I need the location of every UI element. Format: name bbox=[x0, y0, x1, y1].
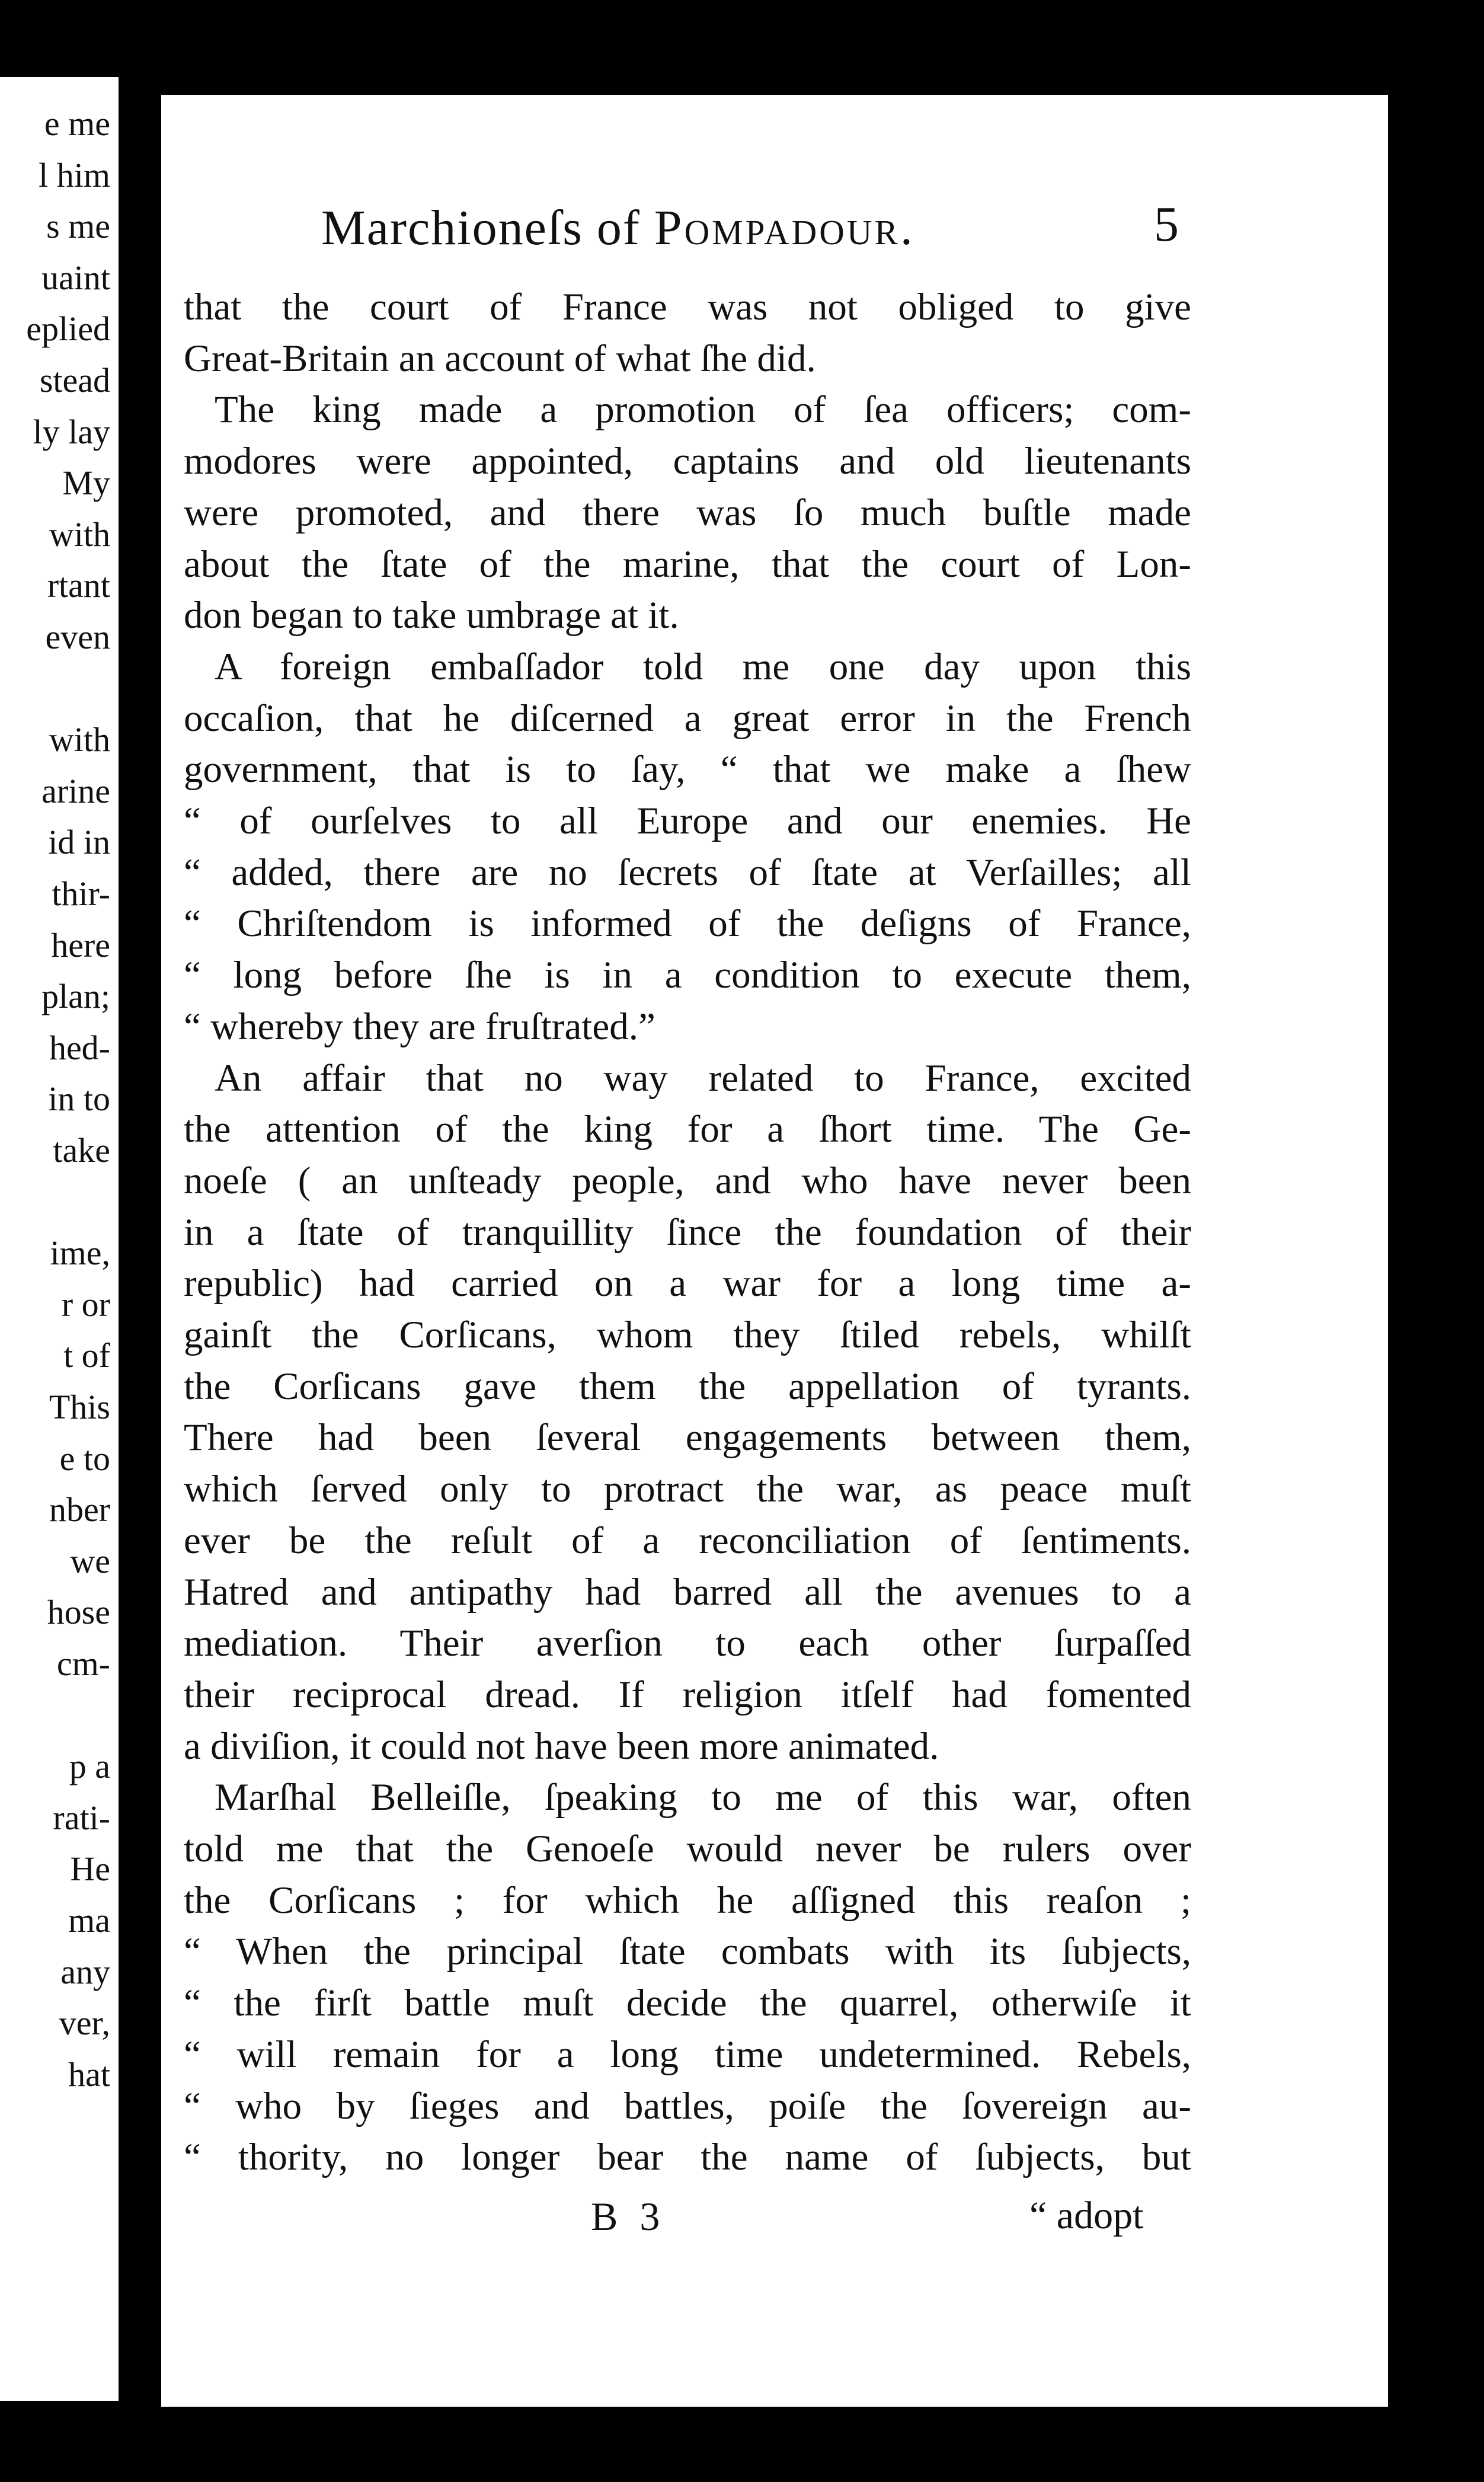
text-line: in a ſtate of tranquillity ſince the foundation of their bbox=[184, 1210, 1191, 1254]
previous-page-line: with bbox=[49, 720, 110, 759]
text-line: An affair that no way related to France, excited bbox=[215, 1056, 1191, 1100]
text-line: the Corſicans ; for which he aſſigned this reaſon ; bbox=[184, 1879, 1191, 1922]
previous-page-line: ime, bbox=[50, 1234, 110, 1273]
text-line: The king made a promotion of ſea officers; com- bbox=[215, 388, 1191, 432]
previous-page-line: l him bbox=[39, 155, 110, 194]
previous-page-line: p a bbox=[69, 1747, 110, 1786]
running-head-prefix: Marchioneſs of bbox=[321, 200, 654, 255]
text-line: Great-Britain an account of what ſhe did. bbox=[184, 337, 816, 380]
text-line: a diviſion, it could not have been more animated. bbox=[184, 1724, 939, 1768]
text-line: There had been ſeveral engagements between them, bbox=[184, 1416, 1191, 1459]
text-line: “ will remain for a long time undetermined. Rebels, bbox=[184, 2033, 1191, 2076]
page-number: 5 bbox=[1154, 197, 1179, 252]
text-line: which ſerved only to protract the war, as peace muſt bbox=[184, 1468, 1191, 1511]
text-line: “ whereby they are fruſtrated.” bbox=[184, 1005, 655, 1048]
running-head-name: Pompadour. bbox=[654, 200, 915, 255]
text-line: the attention of the king for a ſhort time. The Ge- bbox=[184, 1108, 1191, 1151]
previous-page-line: plan; bbox=[41, 977, 110, 1016]
previous-page-line: s me bbox=[46, 207, 110, 246]
previous-page-line: any bbox=[60, 1952, 110, 1991]
previous-page-line: My bbox=[62, 464, 110, 503]
text-line: occaſion, that he diſcerned a great error in the French bbox=[184, 697, 1191, 740]
text-line: republic) had carried on a war for a long time a- bbox=[184, 1262, 1191, 1305]
previous-page-line: hat bbox=[68, 2055, 110, 2094]
previous-page-line: stead bbox=[39, 361, 110, 400]
text-line: A foreign embaſſador told me one day upon this bbox=[215, 645, 1191, 688]
previous-page-line: nber bbox=[49, 1490, 110, 1529]
text-line: “ Chriſtendom is informed of the deſigns of France, bbox=[184, 902, 1191, 945]
text-line: modores were appointed, captains and old lieutenants bbox=[184, 440, 1191, 483]
text-line: ever be the reſult of a reconciliation of ſentiments. bbox=[184, 1519, 1191, 1562]
previous-page-line: e to bbox=[59, 1439, 110, 1478]
previous-page-line: t of bbox=[63, 1336, 110, 1375]
text-line: “ added, there are no ſecrets of ſtate at Verſailles; all bbox=[184, 851, 1191, 894]
text-line: Marſhal Belleiſle, ſpeaking to me of this war, often bbox=[215, 1776, 1191, 1819]
previous-page-line: with bbox=[49, 515, 110, 554]
running-head bbox=[321, 199, 915, 257]
text-line: the Corſicans gave them the appellation of tyrants. bbox=[184, 1365, 1191, 1408]
catchword: “ adopt bbox=[1029, 2194, 1144, 2237]
text-line: their reciprocal dread. If religion itſelf had fomented bbox=[184, 1673, 1191, 1716]
text-line: were promoted, and there was ſo much buſtle made bbox=[184, 491, 1191, 534]
text-line: mediation. Their averſion to each other ſurpaſſed bbox=[184, 1622, 1191, 1665]
text-line: “ thority, no longer bear the name of ſubjects, but bbox=[184, 2136, 1191, 2179]
previous-page-line: ly lay bbox=[33, 412, 110, 451]
text-line: “ who by ſieges and battles, poiſe the ſovereign au- bbox=[184, 2084, 1191, 2128]
previous-page-fragment bbox=[0, 77, 119, 2401]
previous-page-line: rtant bbox=[47, 566, 110, 605]
text-line: “ long before ſhe is in a condition to execute them, bbox=[184, 954, 1191, 997]
previous-page-line: This bbox=[49, 1388, 110, 1426]
previous-page-line: eplied bbox=[26, 309, 110, 349]
previous-page-line: hed- bbox=[49, 1028, 110, 1067]
signature-mark: B 3 bbox=[591, 2194, 666, 2239]
previous-page-line: arine bbox=[41, 771, 110, 810]
previous-page-line: ma bbox=[68, 1901, 110, 1940]
previous-page-line: here bbox=[51, 925, 110, 964]
previous-page-line: e me bbox=[44, 104, 110, 143]
text-line: that the court of France was not obliged to give bbox=[184, 286, 1191, 328]
previous-page-line: uaint bbox=[41, 258, 110, 297]
text-line: “ of ourſelves to all Europe and our enemies. He bbox=[184, 800, 1191, 842]
previous-page-line: in to bbox=[48, 1079, 110, 1119]
text-line: “ When the principal ſtate combats with its ſubjects, bbox=[184, 1930, 1191, 1973]
previous-page-line: id in bbox=[48, 823, 110, 862]
previous-page-line: hose bbox=[47, 1593, 110, 1632]
previous-page-line: ver, bbox=[59, 2004, 110, 2043]
previous-page-line: thir- bbox=[52, 874, 110, 913]
previous-page-line: r or bbox=[61, 1285, 110, 1324]
previous-page-line: rati- bbox=[53, 1798, 110, 1837]
text-line: told me that the Genoeſe would never be rulers over bbox=[184, 1828, 1191, 1870]
text-line: “ the firſt battle muſt decide the quarrel, otherwiſe it bbox=[184, 1982, 1191, 2025]
previous-page-line: He bbox=[70, 1849, 110, 1889]
previous-page-line: cm- bbox=[56, 1644, 110, 1683]
book-page bbox=[161, 95, 1388, 2407]
text-line: noeſe ( an unſteady people, and who have never been bbox=[184, 1159, 1191, 1202]
previous-page-line: we bbox=[70, 1541, 110, 1580]
text-line: gainſt the Corſicans, whom they ſtiled rebels, whilſt bbox=[184, 1314, 1191, 1356]
text-line: don began to take umbrage at it. bbox=[184, 594, 679, 637]
previous-page-line: take bbox=[53, 1131, 110, 1170]
text-line: Hatred and antipathy had barred all the avenues to a bbox=[184, 1570, 1191, 1614]
previous-page-line: even bbox=[45, 618, 110, 656]
text-line: about the ſtate of the marine, that the court of Lon- bbox=[184, 542, 1191, 586]
text-line: government, that is to ſay, “ that we make a ſhew bbox=[184, 748, 1191, 791]
